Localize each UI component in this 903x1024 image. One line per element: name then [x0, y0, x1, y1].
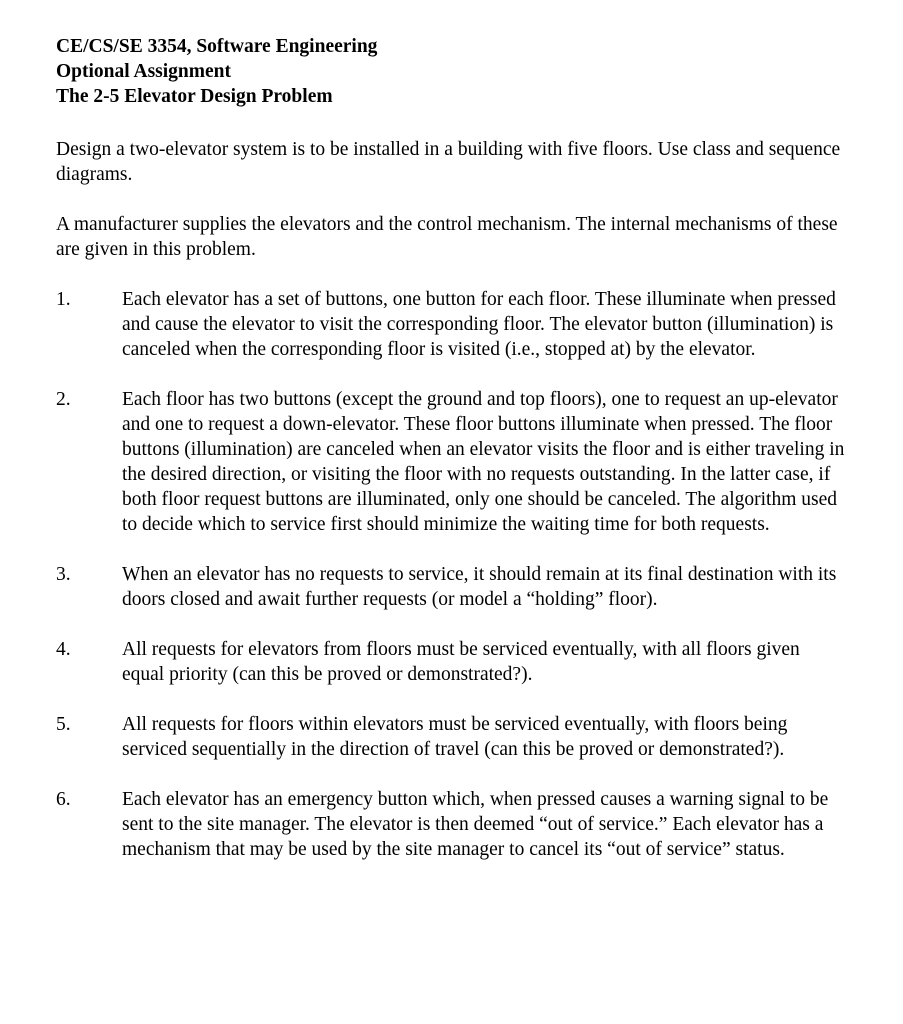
- item-text: When an elevator has no requests to service, it should remain at its final destination with its doors closed and await further requests (or model a “holding” floor).: [122, 564, 837, 610]
- item-text: Each elevator has a set of buttons, one button for each floor. These illuminate when pressed and cause the elevator to visit the corresponding floor. The elevator button (illumination) is canceled when the corresponding floor is visited (i.e., stopped at) by the elevator.: [122, 289, 836, 360]
- assignment-label: Optional Assignment: [56, 61, 231, 82]
- context-paragraph: A manufacturer supplies the elevators and the control mechanism. The internal mechanisms of these are given in this problem.: [56, 214, 838, 260]
- course-title: CE/CS/SE 3354, Software Engineering: [56, 36, 378, 57]
- list-item: [56, 387, 846, 537]
- item-text: Each elevator has an emergency button which, when pressed causes a warning signal to be sent to the site manager. The elevator is then deemed “out of service.” Each elevator has a mechanism that may be used by the site manager to cancel its “out of service” status.: [122, 789, 829, 860]
- item-text: All requests for elevators from floors must be serviced eventually, with all floors given equal priority (can this be proved or demonstrated?).: [122, 639, 800, 685]
- item-number: 3.: [56, 564, 71, 585]
- item-text: Each floor has two buttons (except the ground and top floors), one to request an up-elevator and one to request a down-elevator. These floor buttons illuminate when pressed. The floor buttons (illumination) are canceled when an elevator visits the floor and is either traveling in the desired direction, or visiting the floor with no requests outstanding. In the latter case, if both floor request buttons are illuminated, only one should be canceled. The algorithm used to decide which to service first should minimize the waiting time for both requests.: [122, 389, 845, 535]
- intro-paragraph: Design a two-elevator system is to be installed in a building with five floors. Use class and sequence diagrams.: [56, 139, 841, 185]
- document-header: [56, 34, 846, 109]
- list-item: [56, 787, 846, 862]
- item-text: All requests for floors within elevators must be serviced eventually, with floors being serviced sequentially in the direction of travel (can this be proved or demonstrated?).: [122, 714, 788, 760]
- item-number: 2.: [56, 389, 71, 410]
- list-item: [56, 637, 846, 687]
- list-item: [56, 287, 846, 362]
- requirements-list: [56, 287, 846, 862]
- item-number: 5.: [56, 714, 71, 735]
- list-item: [56, 562, 846, 612]
- item-number: 6.: [56, 789, 71, 810]
- item-number: 1.: [56, 289, 71, 310]
- document-page: [56, 34, 846, 887]
- problem-title: The 2-5 Elevator Design Problem: [56, 86, 333, 107]
- list-item: [56, 712, 846, 762]
- item-number: 4.: [56, 639, 71, 660]
